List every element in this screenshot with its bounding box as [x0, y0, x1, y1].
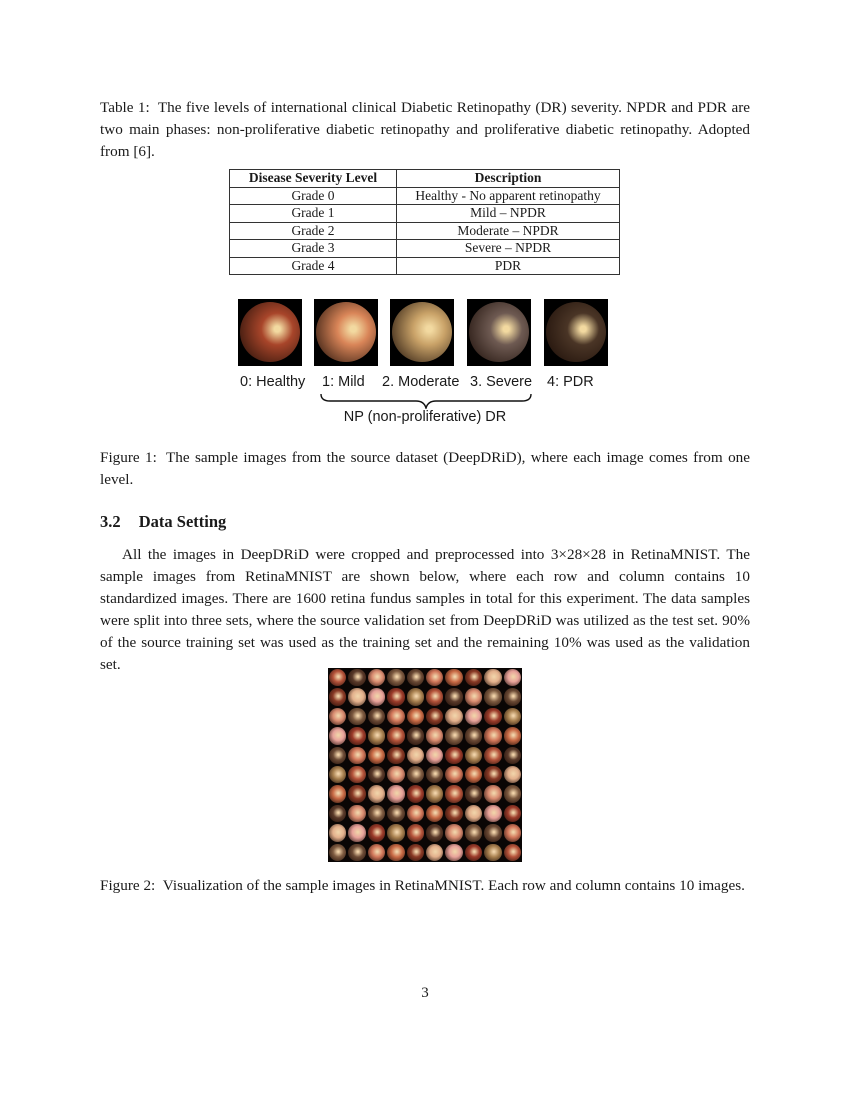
sample-image [503, 726, 522, 745]
sample-image [347, 765, 366, 784]
sample-image [347, 668, 366, 687]
sample-image [328, 843, 347, 862]
sample-image [367, 687, 386, 706]
sample-image [406, 668, 425, 687]
section-number: 3.2 [100, 512, 121, 531]
table-header-row [230, 170, 620, 188]
table-row [230, 187, 620, 205]
sample-image [386, 726, 405, 745]
table-header-description: Description [397, 170, 620, 188]
sample-image [425, 765, 444, 784]
sample-image [367, 804, 386, 823]
sample-image [367, 746, 386, 765]
sample-image [425, 804, 444, 823]
sample-image [406, 707, 425, 726]
sample-image [386, 687, 405, 706]
table-cell-grade: Grade 2 [230, 222, 397, 240]
sample-image [444, 804, 463, 823]
sample-image [444, 784, 463, 803]
sample-image [367, 823, 386, 842]
table-cell-grade: Grade 0 [230, 187, 397, 205]
sample-image [328, 726, 347, 745]
sample-image [483, 707, 502, 726]
fundus-image-grade0 [238, 299, 302, 366]
sample-image [483, 784, 502, 803]
table-header-severity: Disease Severity Level [230, 170, 397, 188]
sample-image [367, 765, 386, 784]
sample-image [367, 784, 386, 803]
sample-image [367, 668, 386, 687]
sample-image [503, 843, 522, 862]
sample-image [406, 784, 425, 803]
sample-image [483, 746, 502, 765]
sample-image [328, 823, 347, 842]
section-heading [100, 512, 226, 532]
sample-image [483, 726, 502, 745]
sample-image [464, 784, 483, 803]
sample-image [386, 784, 405, 803]
grade-label: 1: Mild [322, 374, 365, 390]
sample-image [503, 823, 522, 842]
sample-image [347, 804, 366, 823]
sample-image [444, 843, 463, 862]
sample-image [347, 707, 366, 726]
section-title: Data Setting [138, 512, 227, 531]
fundus-image-grade1 [314, 299, 378, 366]
sample-image [386, 746, 405, 765]
sample-image [444, 823, 463, 842]
figure2-label: Figure 2: [100, 877, 156, 894]
sample-image [406, 746, 425, 765]
sample-image [464, 707, 483, 726]
table-cell-description: Mild – NPDR [397, 205, 620, 223]
grade-label: 2. Moderate [382, 374, 460, 390]
fundus-image-grade2 [390, 299, 454, 366]
sample-image [328, 784, 347, 803]
table-cell-description: Healthy - No apparent retinopathy [397, 187, 620, 205]
grade-label: 4: PDR [547, 374, 594, 390]
sample-image [464, 823, 483, 842]
figure1 [100, 296, 750, 436]
sample-image [483, 687, 502, 706]
figure2-caption [100, 875, 750, 897]
sample-image [386, 765, 405, 784]
sample-image [406, 843, 425, 862]
table1-label: Table 1: [100, 99, 150, 116]
table-cell-description: Moderate – NPDR [397, 222, 620, 240]
sample-image [464, 746, 483, 765]
figure2-caption-text: Visualization of the sample images in RetinaMNIST. Each row and column contains 10 images. [162, 877, 745, 894]
sample-image [328, 804, 347, 823]
sample-image [483, 843, 502, 862]
sample-image [425, 668, 444, 687]
sample-image [503, 765, 522, 784]
sample-image [328, 707, 347, 726]
sample-image [347, 823, 366, 842]
sample-image [444, 707, 463, 726]
sample-image [425, 823, 444, 842]
sample-image [425, 746, 444, 765]
table-cell-description: Severe – NPDR [397, 240, 620, 258]
sample-image [464, 804, 483, 823]
page-number: 3 [421, 985, 429, 1001]
sample-image [503, 746, 522, 765]
table-cell-grade: Grade 4 [230, 257, 397, 275]
sample-image [328, 687, 347, 706]
sample-image [328, 746, 347, 765]
sample-image [425, 784, 444, 803]
sample-image [386, 823, 405, 842]
severity-table [229, 169, 620, 275]
sample-image [503, 668, 522, 687]
sample-image [503, 707, 522, 726]
paper-page [100, 0, 750, 1100]
sample-image [444, 726, 463, 745]
sample-image [347, 746, 366, 765]
sample-image [425, 687, 444, 706]
grade-label: 0: Healthy [240, 374, 306, 390]
table-cell-description: PDR [397, 257, 620, 275]
sample-image [347, 687, 366, 706]
retinamnist-sample-grid [328, 668, 522, 862]
sample-image [406, 804, 425, 823]
sample-image [483, 804, 502, 823]
sample-image [328, 765, 347, 784]
table-cell-grade: Grade 1 [230, 205, 397, 223]
sample-image [483, 668, 502, 687]
sample-image [367, 707, 386, 726]
sample-image [464, 765, 483, 784]
sample-image [483, 823, 502, 842]
fundus-image-grade4 [544, 299, 608, 366]
section-paragraph: All the images in DeepDRiD were cropped and preprocessed into 3×28×28 in RetinaMNIST. The sample images from RetinaMNIST are shown below, where each row and column contains 10 standardized images. There are 1600 retina fundus samples in total for this experiment. The data samples were split into three sets, where the source validation set from DeepDRiD was utilized as the test set. 90% of the source training set was used as the training set and the remaining 10% was used as the validation set. [100, 546, 750, 673]
sample-image [444, 668, 463, 687]
sample-image [503, 687, 522, 706]
sample-image [444, 765, 463, 784]
sample-image [425, 726, 444, 745]
sample-image [406, 687, 425, 706]
sample-image [347, 843, 366, 862]
fundus-image-grade3 [467, 299, 531, 366]
figure1-label: Figure 1: [100, 449, 157, 466]
np-group-label: NP (non-proliferative) DR [343, 409, 507, 425]
sample-image [406, 765, 425, 784]
grade-label: 3. Severe [470, 374, 533, 390]
sample-image [483, 765, 502, 784]
sample-image [464, 687, 483, 706]
sample-image [386, 804, 405, 823]
sample-image [503, 804, 522, 823]
table-row [230, 205, 620, 223]
table1-caption [100, 97, 750, 163]
table1-caption-text: The five levels of international clinical Diabetic Retinopathy (DR) severity. NPDR and PDR are two main phases: non-proliferative diabetic retinopathy and proliferative diabetic retinopathy. Adopted from [6]. [100, 99, 750, 160]
sample-image [367, 843, 386, 862]
sample-image [503, 784, 522, 803]
sample-image [464, 668, 483, 687]
sample-image [347, 726, 366, 745]
table-row [230, 240, 620, 258]
sample-image [406, 726, 425, 745]
sample-image [386, 668, 405, 687]
sample-image [406, 823, 425, 842]
sample-image [425, 707, 444, 726]
sample-image [386, 707, 405, 726]
sample-image [444, 746, 463, 765]
curly-brace-icon [320, 393, 532, 409]
sample-image [464, 726, 483, 745]
sample-image [367, 726, 386, 745]
table-row [230, 257, 620, 275]
sample-image [386, 843, 405, 862]
sample-image [444, 687, 463, 706]
figure1-caption-text: The sample images from the source dataset (DeepDRiD), where each image comes from one level. [100, 449, 750, 488]
sample-image [328, 668, 347, 687]
sample-image [464, 843, 483, 862]
sample-image [425, 843, 444, 862]
table-row [230, 222, 620, 240]
figure1-caption [100, 447, 750, 491]
sample-image [347, 784, 366, 803]
table-cell-grade: Grade 3 [230, 240, 397, 258]
